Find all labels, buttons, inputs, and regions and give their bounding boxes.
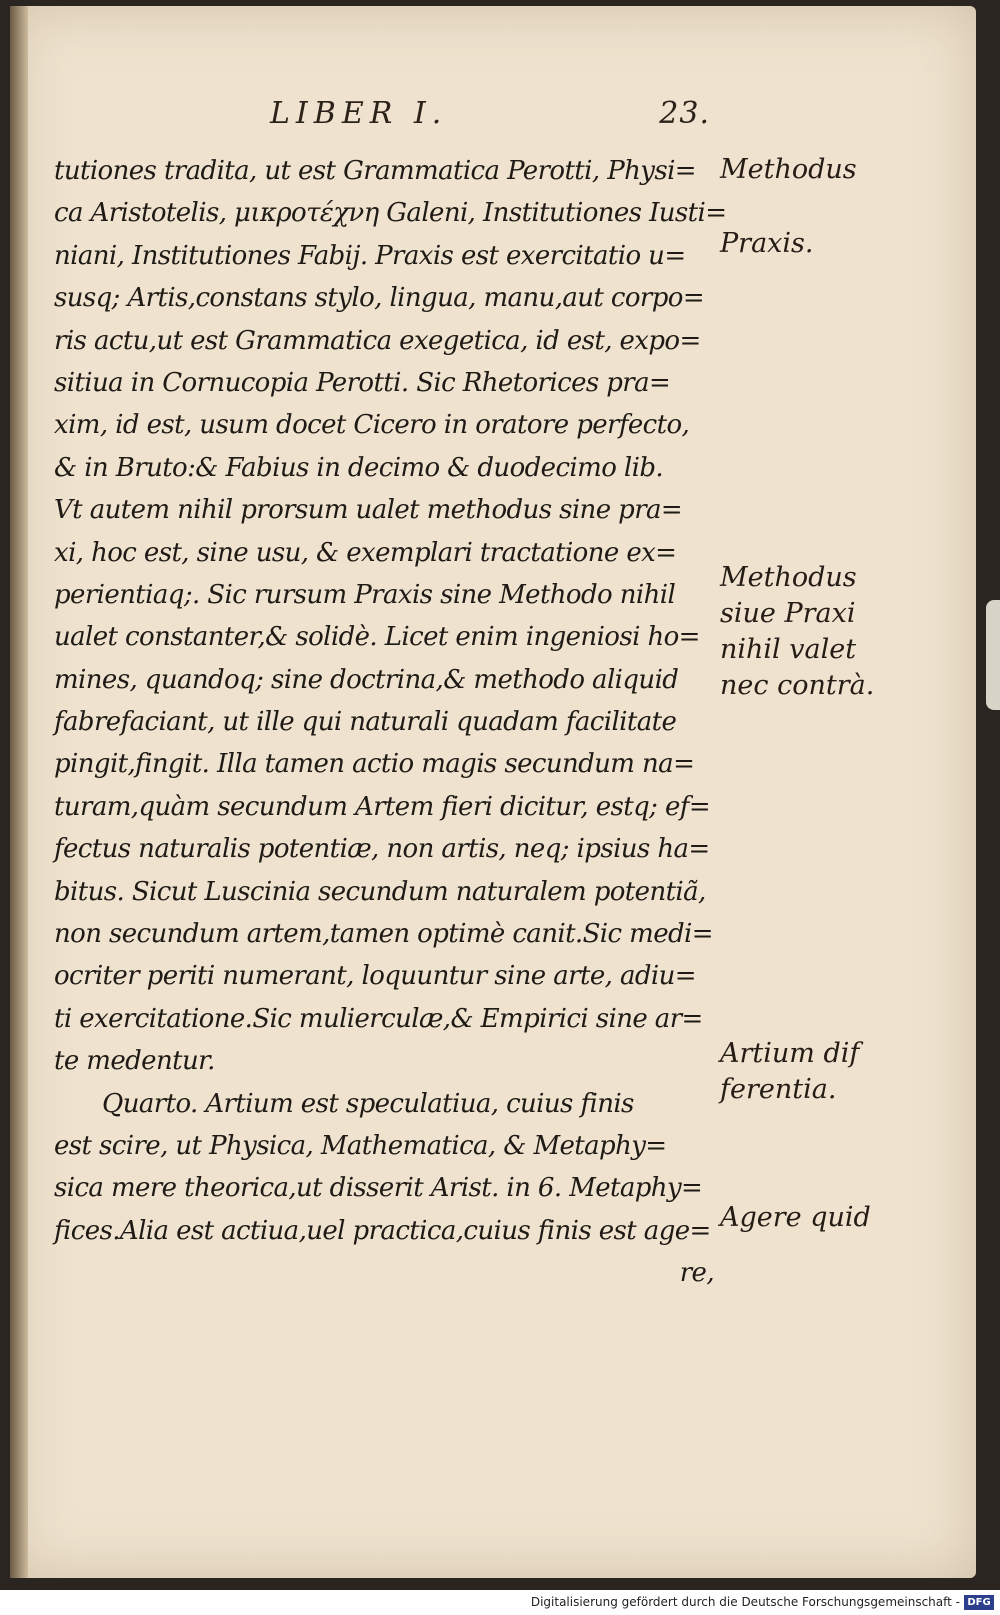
page-gutter-shadow [10,6,28,1578]
text-line: fices.Alia est actiua,uel practica,cuius finis est age= [54,1215,711,1246]
text-line: xim, id est, usum docet Cicero in oratore perfecto, [54,410,690,441]
marginal-note-artium-differentia [720,1036,880,1108]
page-number: 23. [659,96,710,131]
text-line: susq; Artis,constans stylo, lingua, manu,aut corpo= [54,283,705,314]
text-line: ris actu,ut est Grammatica exegetica, id est, expo= [54,325,701,356]
running-head [270,96,710,136]
text-line: te medentur. [54,1046,215,1077]
body-text [54,150,727,1295]
text-line: non secundum artem,tamen optimè canit.Sic medi= [54,919,713,950]
marginal-note-praxis [720,226,880,262]
text-line: sitiua in Cornucopia Perotti. Sic Rhetorices pra= [54,367,671,398]
text-line: turam,quàm secundum Artem fieri dicitur, estq; ef= [54,791,711,822]
dfg-logo: DFG [964,1595,994,1610]
marginal-line: Methodus [720,562,857,593]
marginal-line: Artium dif [720,1038,860,1069]
marginal-line: nihil valet [720,634,857,665]
text-line: ca Aristotelis, μικροτέχνη Galeni, Institutiones Iusti= [54,198,727,229]
marginal-note-agere-quid [720,1200,880,1236]
text-line: niani, Institutiones Fabij. Praxis est exercitatio u= [54,240,686,271]
funding-credit: Digitalisierung gefördert durch die Deutsche Forschungsgemeinschaft - [530,1595,960,1609]
text-line: est scire, ut Physica, Mathematica, & Metaphy= [54,1130,667,1161]
marginal-line: ferentia. [720,1074,837,1105]
page-edge-tab [986,600,1000,710]
text-line: pingit,fingit. Illa tamen actio magis secundum na= [54,749,695,780]
marginal-line: nec contrà. [720,670,875,701]
marginal-line: Praxis. [720,228,814,259]
running-head-title: LIBER I. [270,96,448,131]
marginal-line: Agere quid [720,1202,871,1233]
marginal-note-methodus-sine-praxi [720,560,880,704]
text-line: xi, hoc est, sine usu, & exemplari tractatione ex= [54,537,677,568]
text-line: ocriter periti numerant, loquuntur sine arte, adiu= [54,961,696,992]
text-line: fectus naturalis potentiæ, non artis, neq; ipsius ha= [54,834,710,865]
text-line: Vt autem nihil prorsum ualet methodus sine pra= [54,495,683,526]
catchword: re, [679,1258,714,1289]
marginal-note-methodus [720,152,880,188]
text-line: tutiones tradita, ut est Grammatica Perotti, Physi= [54,156,696,186]
footer-bar [0,1592,1000,1615]
text-line: sica mere theorica,ut disserit Arist. in 6. Metaphy= [54,1173,703,1204]
text-line: ti exercitatione.Sic mulierculæ,& Empirici sine ar= [54,1003,703,1034]
marginal-line: siue Praxi [720,598,856,629]
text-line: fabrefaciant, ut ille qui naturali quadam facilitate [54,707,677,738]
text-line: Quarto. Artium est speculatiua, cuius finis [102,1088,634,1119]
text-line: perientiaq;. Sic rursum Praxis sine Methodo nihil [54,579,676,610]
text-line: bitus. Sicut Luscinia secundum naturalem potentiã, [54,876,706,907]
text-line: & in Bruto:& Fabius in decimo & duodecimo lib. [54,452,664,483]
marginal-line: Methodus [720,154,857,185]
text-line: ualet constanter,& solidè. Licet enim ingeniosi ho= [54,622,700,653]
text-line: mines, quandoq; sine doctrina,& methodo aliquid [54,664,679,695]
